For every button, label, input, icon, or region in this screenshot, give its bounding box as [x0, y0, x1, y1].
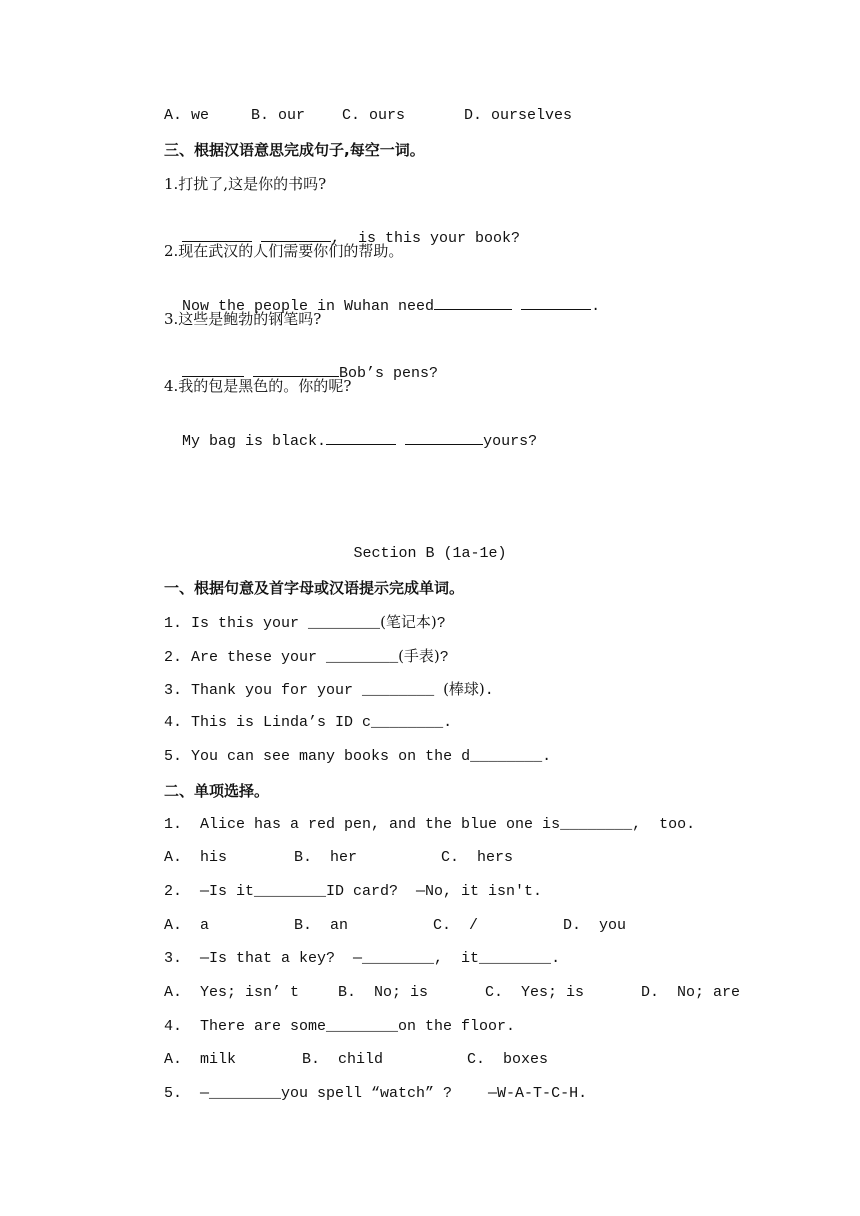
mc1-option-a[interactable]: A. his — [164, 849, 228, 866]
mc3-option-b[interactable]: B. No; is — [338, 984, 429, 1001]
mc2-option-a[interactable]: A. a — [164, 917, 210, 934]
translation-item-3-chinese: 3.这些是鲍勃的钢笔吗? — [164, 310, 322, 328]
chinese-hint: (棒球) — [443, 680, 485, 698]
answer-blank[interactable] — [326, 430, 396, 445]
sentence-text: Now the people in Wuhan need — [182, 298, 435, 315]
mc-question-2: 2. —Is it________ID card? —No, it isn't. — [164, 883, 543, 900]
answer-blank[interactable] — [253, 362, 339, 377]
sentence-text: Is this your ________ — [191, 615, 381, 632]
mc3-option-a[interactable]: A. Yes; isn’ t — [164, 984, 300, 1001]
mc-question-3: 3. —Is that a key? —________, it________. — [164, 950, 561, 967]
mc4-option-a[interactable]: A. milk — [164, 1051, 237, 1068]
mc2-option-c[interactable]: C. / — [433, 917, 479, 934]
answer-blank[interactable] — [405, 430, 483, 445]
sentence-text: This is Linda’s ID c________. — [191, 714, 453, 731]
item-number: 3. — [164, 682, 183, 699]
sentence-text: You can see many books on the d________. — [191, 748, 552, 765]
mc3-option-d[interactable]: D. No; are — [641, 984, 741, 1001]
answer-blank[interactable] — [182, 227, 252, 242]
item-number: 4. — [164, 714, 183, 731]
sentence-text: My bag is black. — [182, 433, 327, 450]
fill-item-5 — [164, 747, 551, 767]
sentence-text: yours? — [483, 433, 538, 450]
sentence-end: ? — [436, 615, 446, 632]
answer-blank[interactable] — [434, 295, 512, 310]
sentence-text: Are these your ________ — [191, 649, 399, 666]
sentence-text: . — [591, 298, 601, 315]
mc1-option-b[interactable]: B. her — [294, 849, 358, 866]
sentence-end: . — [484, 682, 494, 699]
mc2-option-b[interactable]: B. an — [294, 917, 349, 934]
translation-item-4-chinese: 4.我的包是黑色的。你的呢? — [164, 377, 352, 395]
option-d: D. ourselves — [464, 107, 573, 124]
mc3-option-c[interactable]: C. Yes; is — [485, 984, 585, 1001]
sentence-text: Thank you for your ________ — [191, 682, 444, 699]
sentence-text: Bob’s pens? — [339, 365, 439, 382]
chinese-hint: (手表) — [398, 647, 440, 665]
option-c: C. ours — [342, 107, 406, 124]
translation-item-2-chinese: 2.现在武汉的人们需要你们的帮助。 — [164, 242, 404, 260]
translation-item-1-chinese: 1.打扰了,这是你的书吗? — [164, 175, 327, 193]
mc2-option-d[interactable]: D. you — [563, 917, 627, 934]
item-number: 1. — [164, 615, 183, 632]
section-heading-translation: 三、根据汉语意思完成句子,每空一词。 — [164, 141, 425, 159]
answer-blank[interactable] — [521, 295, 591, 310]
fill-item-1 — [164, 612, 446, 634]
answer-blank[interactable] — [261, 227, 331, 242]
chinese-hint: (笔记本) — [380, 613, 437, 631]
answer-blank[interactable] — [182, 362, 244, 377]
sentence-end: ? — [439, 649, 449, 666]
item-number: 2. — [164, 649, 183, 666]
fill-item-3 — [164, 679, 494, 701]
mc-question-5: 5. —________you spell “watch” ? —W-A-T-C-H. — [164, 1085, 588, 1102]
section-title: Section B (1a-1e) — [353, 545, 507, 562]
mc-question-4: 4. There are some________on the floor. — [164, 1018, 516, 1035]
fill-item-2 — [164, 646, 449, 668]
mc1-option-c[interactable]: C. hers — [441, 849, 514, 866]
mc-question-1: 1. Alice has a red pen, and the blue one is________, too. — [164, 816, 696, 833]
translation-item-4-english — [164, 410, 537, 452]
option-b: B. our — [251, 107, 306, 124]
mc4-option-b[interactable]: B. child — [302, 1051, 384, 1068]
option-a: A. we — [164, 107, 210, 124]
section-heading-fill-words: 一、根据句意及首字母或汉语提示完成单词。 — [164, 579, 465, 597]
fill-item-4 — [164, 713, 452, 733]
sentence-text: , is this your book? — [331, 230, 521, 247]
section-heading-multiple-choice: 二、单项选择。 — [164, 782, 270, 800]
mc4-option-c[interactable]: C. boxes — [467, 1051, 549, 1068]
item-number: 5. — [164, 748, 183, 765]
